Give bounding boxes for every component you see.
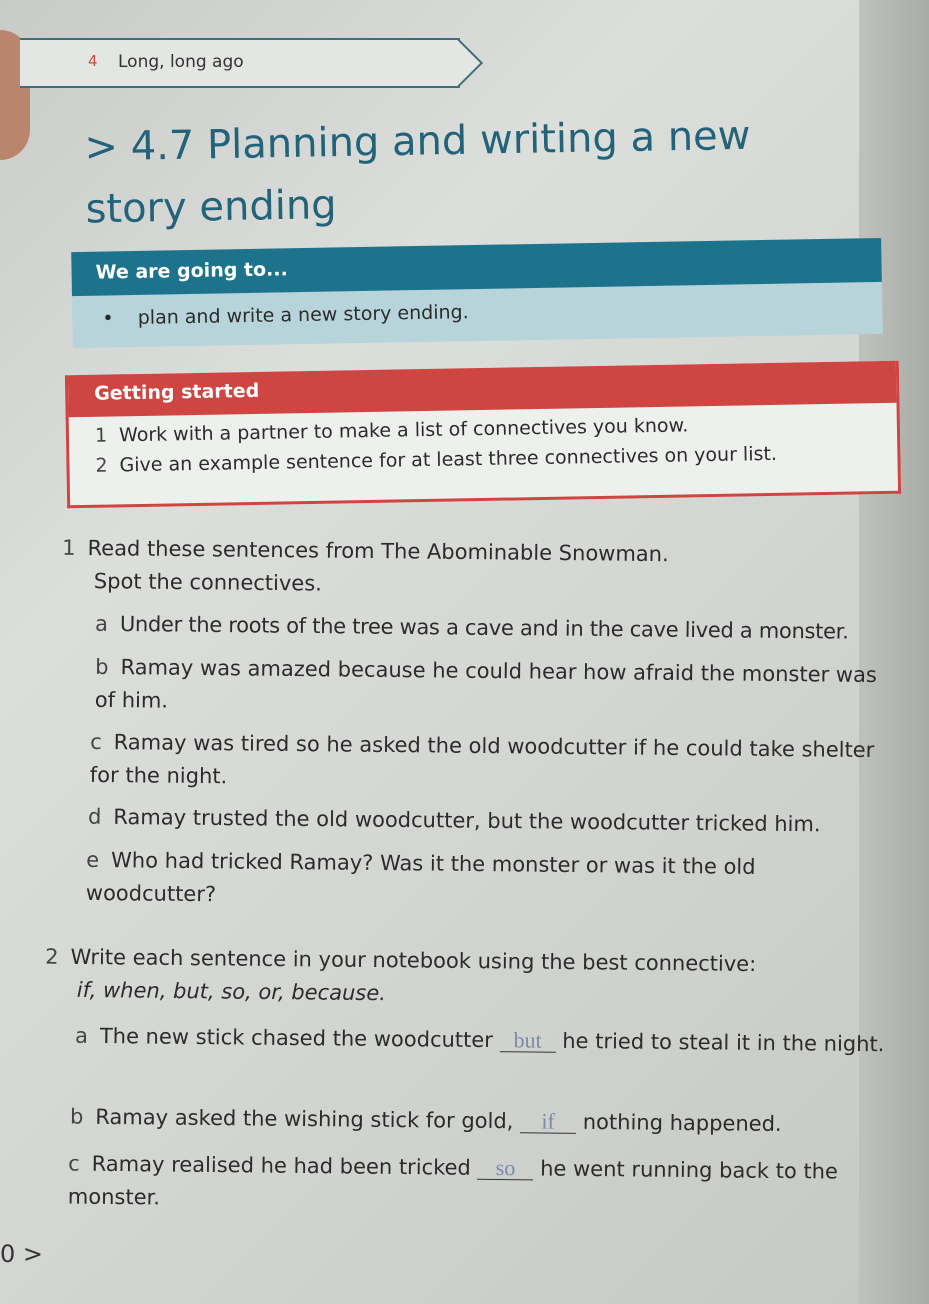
list-item bbox=[88, 801, 918, 843]
connectives-list: if, when, but, so, or, because. bbox=[76, 977, 387, 1006]
chapter-number: 4 bbox=[88, 52, 98, 70]
exercise-2 bbox=[45, 941, 886, 1016]
item-text-after: he tried to steal it in the night. bbox=[562, 1028, 885, 1057]
item-letter: b bbox=[95, 654, 109, 680]
handwritten-answer[interactable]: if bbox=[520, 1110, 576, 1134]
list-item bbox=[70, 1101, 920, 1143]
exercise-prompt: Read these sentences from The Abominable Snowman. bbox=[87, 536, 669, 567]
item-text: Give an example sentence for at least three connectives on your list. bbox=[119, 442, 778, 477]
item-text-before: Ramay realised he had been tricked bbox=[91, 1151, 471, 1180]
exercise-prompt: Write each sentence in your notebook using the best connective: bbox=[70, 944, 757, 977]
item-text: Who had tricked Ramay? Was it the monster or was it the old woodcutter? bbox=[85, 848, 756, 907]
exercise-prompt-2: Spot the connectives. bbox=[93, 569, 323, 596]
goals-box bbox=[71, 238, 883, 348]
item-text-before: Ramay asked the wishing stick for gold, bbox=[95, 1104, 514, 1134]
item-letter: b bbox=[69, 1104, 84, 1129]
list-item bbox=[75, 1020, 885, 1061]
item-text: Work with a partner to make a list of connectives you know. bbox=[118, 414, 689, 447]
goals-heading: We are going to... bbox=[71, 238, 882, 296]
item-letter: a bbox=[74, 1023, 89, 1048]
getting-started-box bbox=[65, 361, 901, 509]
handwritten-answer[interactable]: but bbox=[499, 1029, 555, 1053]
list-item bbox=[95, 651, 886, 725]
item-number: 1 bbox=[94, 424, 108, 447]
goal-item: • plan and write a new story ending. bbox=[102, 301, 469, 330]
item-text-before: The new stick chased the woodcutter bbox=[99, 1024, 494, 1053]
chapter-title: Long, long ago bbox=[118, 52, 244, 72]
list-item bbox=[90, 726, 881, 800]
goal-text: plan and write a new story ending. bbox=[137, 301, 469, 329]
handwritten-answer[interactable]: so bbox=[477, 1157, 533, 1181]
item-letter: a bbox=[94, 611, 109, 636]
item-number: 2 bbox=[95, 454, 108, 477]
item-letter: d bbox=[87, 804, 102, 829]
list-item bbox=[86, 844, 867, 918]
exercise-number: 1 bbox=[62, 535, 76, 560]
item-text: Ramay was tired so he asked the old woodcutter if he could take shelter for the night. bbox=[89, 730, 875, 789]
item-letter: e bbox=[86, 847, 100, 873]
exercise-number: 2 bbox=[45, 944, 59, 969]
item-text: Under the roots of the tree was a cave and in the cave lived a monster. bbox=[119, 611, 849, 644]
item-text: Ramay trusted the old woodcutter, but the woodcutter tricked him. bbox=[113, 804, 821, 837]
lesson-title: > 4.7 Planning and writing a new story ending bbox=[84, 112, 751, 233]
item-text-after: nothing happened. bbox=[582, 1109, 782, 1137]
item-text-after: he went running back to the monster. bbox=[67, 1156, 839, 1210]
item-text: Ramay was amazed because he could hear how afraid the monster was of him. bbox=[94, 655, 877, 713]
list-item bbox=[95, 608, 915, 650]
exercise-1 bbox=[62, 532, 863, 606]
list-item bbox=[68, 1147, 929, 1222]
page-number: 0 > bbox=[0, 1240, 44, 1268]
item-letter: c bbox=[68, 1151, 80, 1176]
item-letter: c bbox=[90, 729, 102, 754]
getting-started-heading: Getting started bbox=[68, 361, 897, 417]
